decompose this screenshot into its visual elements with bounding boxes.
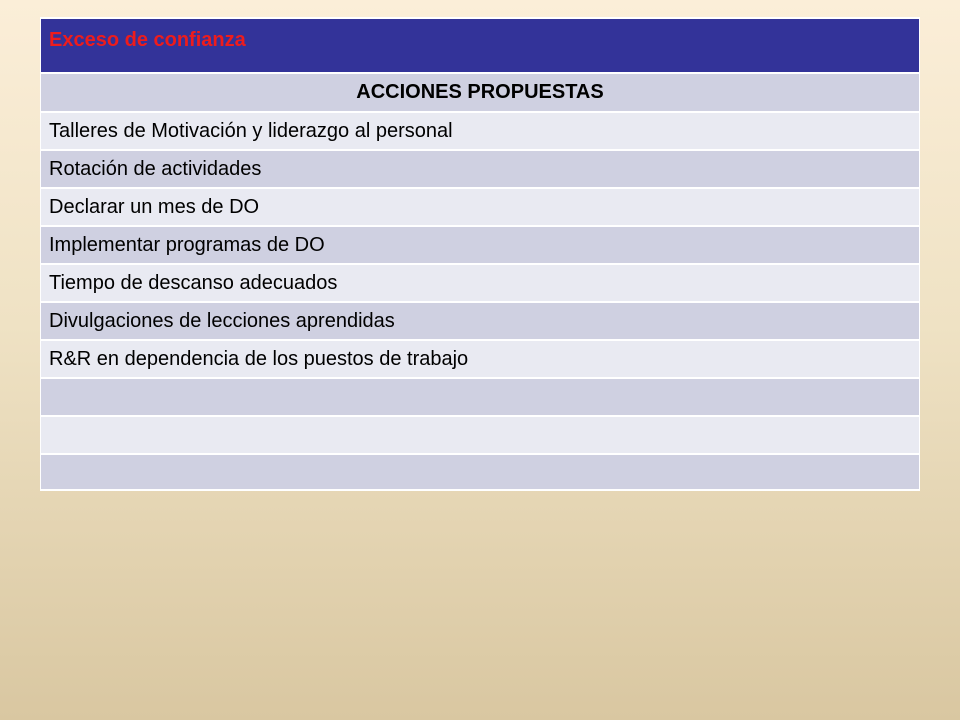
table-cell: R&R en dependencia de los puestos de trabajo bbox=[41, 340, 919, 378]
table-title: Exceso de confianza bbox=[49, 29, 246, 51]
table-row bbox=[41, 264, 919, 302]
acciones-table bbox=[40, 17, 920, 491]
table-row bbox=[41, 340, 919, 378]
table-cell: Rotación de actividades bbox=[41, 150, 919, 188]
table-row bbox=[41, 188, 919, 226]
table-cell: Tiempo de descanso adecuados bbox=[41, 264, 919, 302]
table-row bbox=[41, 302, 919, 340]
table-title-row bbox=[41, 18, 919, 73]
table-cell: Implementar programas de DO bbox=[41, 226, 919, 264]
table-row bbox=[41, 112, 919, 150]
table-header: ACCIONES PROPUESTAS bbox=[41, 73, 919, 112]
table-cell: Talleres de Motivación y liderazgo al personal bbox=[41, 112, 919, 150]
table-cell bbox=[41, 378, 919, 416]
table-header-row bbox=[41, 73, 919, 112]
table-row bbox=[41, 226, 919, 264]
table-row bbox=[41, 416, 919, 454]
table-cell bbox=[41, 416, 919, 454]
table-row bbox=[41, 378, 919, 416]
table-cell: Divulgaciones de lecciones aprendidas bbox=[41, 302, 919, 340]
table-cell bbox=[41, 454, 919, 490]
table-row bbox=[41, 150, 919, 188]
table-title-cell bbox=[41, 18, 919, 73]
table-cell: Declarar un mes de DO bbox=[41, 188, 919, 226]
table-row bbox=[41, 454, 919, 490]
